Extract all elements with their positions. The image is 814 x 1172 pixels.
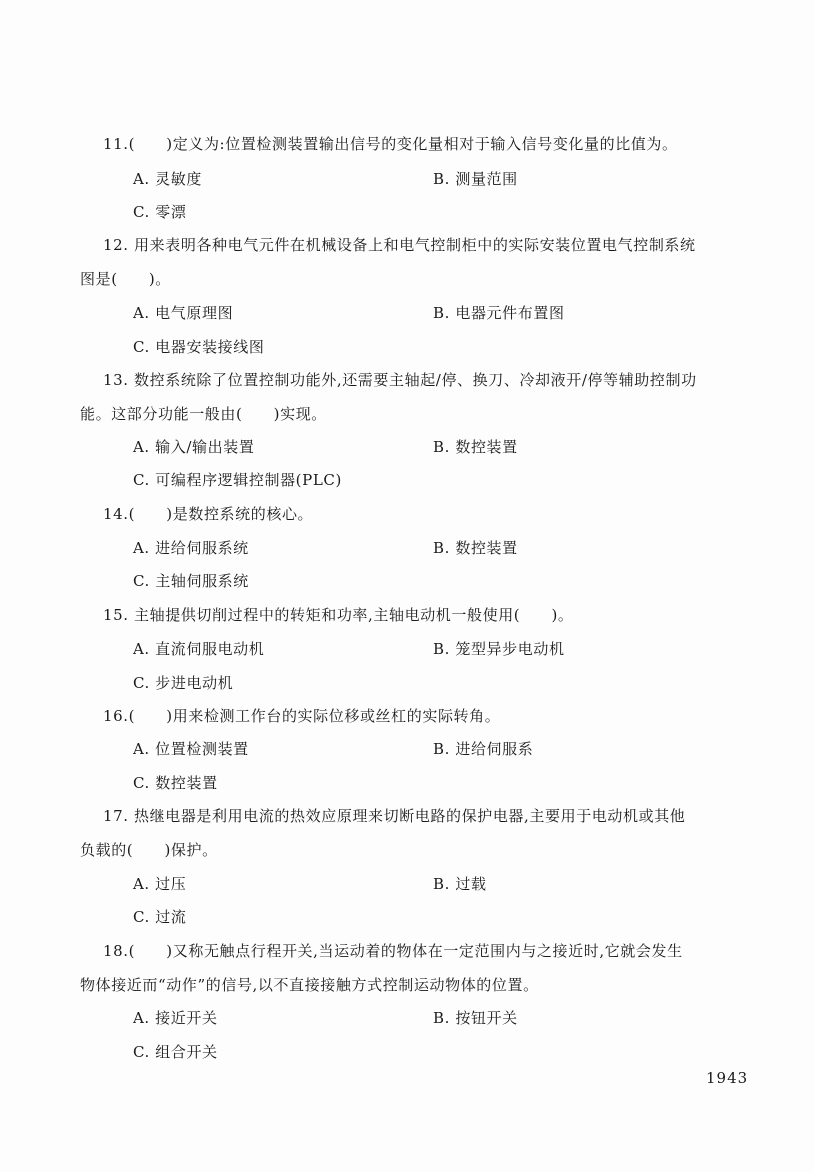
question-13-option-b: B. 数控装置 [433, 438, 518, 456]
question-11-option-c: C. 零漂 [133, 203, 187, 221]
question-15-option-a: A. 直流伺服电动机 [133, 640, 265, 658]
question-11-option-b: B. 测量范围 [433, 170, 518, 188]
question-18-option-a: A. 接近开关 [133, 1009, 218, 1027]
question-12-stem: 12. 用来表明各种电气元件在机械设备上和电气控制柜中的实际安装位置电气控制系统 [103, 236, 696, 254]
question-17-option-b: B. 过载 [433, 875, 487, 893]
page-number: 1943 [706, 1069, 749, 1087]
question-15-option-c: C. 步进电动机 [133, 674, 234, 692]
question-16-option-a: A. 位置检测装置 [133, 740, 249, 758]
question-14-option-c: C. 主轴伺服系统 [133, 572, 249, 590]
question-17-stem-continued: 负载的( )保护。 [80, 841, 218, 859]
question-13-stem: 13. 数控系统除了位置控制功能外,还需要主轴起/停、换刀、冷却液开/停等辅助控制功 [103, 371, 697, 389]
question-15-stem: 15. 主轴提供切削过程中的转矩和功率,主轴电动机一般使用( )。 [103, 606, 574, 624]
question-16-option-c: C. 数控装置 [133, 774, 218, 792]
question-18-stem: 18.( )又称无触点行程开关,当运动着的物体在一定范围内与之接近时,它就会发生 [103, 942, 683, 960]
question-18-option-c: C. 组合开关 [133, 1043, 218, 1061]
question-12-stem-continued: 图是( )。 [80, 270, 171, 288]
question-16-stem: 16.( )用来检测工作台的实际位移或丝杠的实际转角。 [103, 707, 501, 725]
question-13-option-c: C. 可编程序逻辑控制器(PLC) [133, 471, 342, 489]
question-16-option-b: B. 进给伺服系 [433, 740, 534, 758]
question-17-stem: 17. 热继电器是利用电流的热效应原理来切断电路的保护电器,主要用于电动机或其他 [103, 807, 686, 825]
question-11-stem: 11.( )定义为:位置检测装置输出信号的变化量相对于输入信号变化量的比值为。 [103, 135, 678, 153]
question-14-option-b: B. 数控装置 [433, 539, 518, 557]
question-14-option-a: A. 进给伺服系统 [133, 539, 249, 557]
question-17-option-c: C. 过流 [133, 908, 187, 926]
question-11-option-a: A. 灵敏度 [133, 170, 202, 188]
question-18-stem-continued: 物体接近而“动作”的信号,以不直接接触方式控制运动物体的位置。 [80, 976, 539, 994]
question-12-option-a: A. 电气原理图 [133, 304, 234, 322]
question-15-option-b: B. 笼型异步电动机 [433, 640, 565, 658]
question-17-option-a: A. 过压 [133, 875, 187, 893]
question-18-option-b: B. 按钮开关 [433, 1009, 518, 1027]
question-14-stem: 14.( )是数控系统的核心。 [103, 505, 314, 523]
question-13-option-a: A. 输入/输出装置 [133, 438, 255, 456]
question-12-option-b: B. 电器元件布置图 [433, 304, 565, 322]
question-12-option-c: C. 电器安装接线图 [133, 338, 265, 356]
question-13-stem-continued: 能。这部分功能一般由( )实现。 [80, 405, 327, 423]
